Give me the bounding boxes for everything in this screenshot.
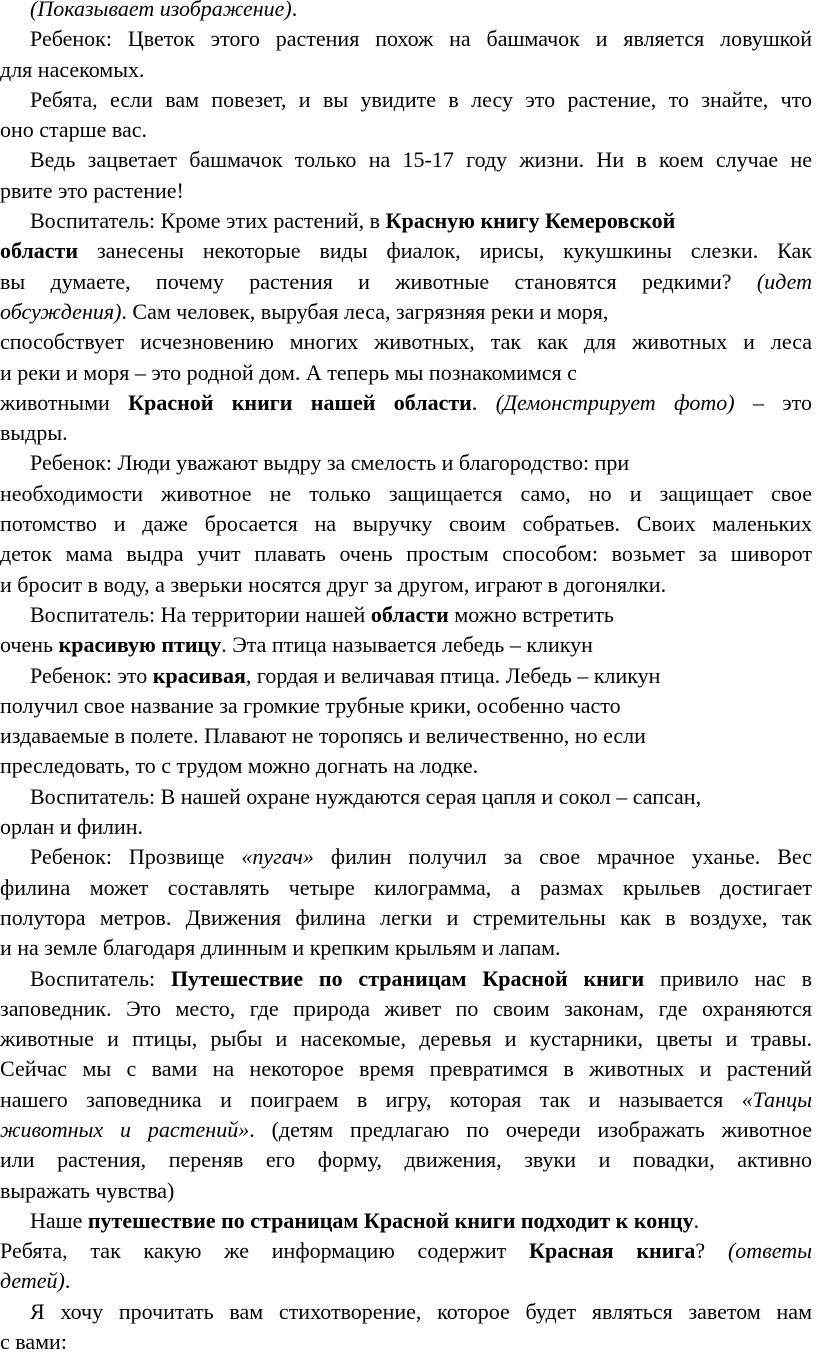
text-line: [0, 479, 812, 509]
text-line: [0, 115, 812, 145]
text-line: [0, 1327, 812, 1357]
text-line: [0, 812, 812, 842]
bold-text: Красную книгу Кемеровской: [385, 208, 676, 234]
italic-text: детей): [0, 1268, 65, 1294]
text-run: . Сам человек, вырубая леса, загрязняя реки и моря,: [121, 298, 609, 324]
text-run: животными: [0, 389, 129, 415]
text-run: Воспитатель: Кроме этих растений, в: [30, 208, 386, 234]
text-run: можно встретить: [448, 601, 614, 627]
text-line: [0, 1085, 812, 1115]
text-run: заповедник. Это место, где природа живет по своим законам, где охраняются: [0, 995, 812, 1021]
text-run: или растения, переняв его форму, движения, звуки и повадки, активно: [0, 1147, 812, 1173]
text-run: полутора метров. Движения филина легки и стремительны как в воздухе, так: [0, 904, 812, 930]
text-run: выдры.: [0, 420, 68, 446]
text-run: Воспитатель: В нашей охране нуждаются серая цапля и сокол – сапсан,: [30, 783, 702, 809]
text-line: [0, 1115, 812, 1145]
text-line: [0, 1145, 812, 1175]
text-line: [0, 0, 812, 24]
text-run: необходимости животное не только защищается само, но и защищает свое: [0, 480, 812, 506]
text-run: орлан и филин.: [0, 814, 144, 840]
italic-text: (Демонстрирует фото): [495, 389, 735, 415]
text-line: [0, 964, 812, 994]
text-run: .: [64, 1268, 71, 1294]
text-line: [0, 1176, 812, 1206]
text-line: [0, 297, 812, 327]
text-run: и на земле благодаря длинным и крепким крыльям и лапам.: [0, 935, 561, 961]
text-line: [0, 782, 812, 812]
text-run: .: [291, 0, 298, 21]
text-line: [0, 842, 812, 872]
bold-text: области: [370, 601, 449, 627]
text-run: Ребенок: это: [30, 662, 153, 688]
text-run: с вами:: [0, 1329, 67, 1355]
text-run: Ребята, если вам повезет, и вы увидите в лесу это растение, то знайте, что: [30, 86, 812, 112]
text-run: привило нас в: [644, 965, 812, 991]
text-run: Ведь зацветает башмачок только на 15-17 году жизни. Ни в коем случае не: [30, 147, 812, 173]
bold-text: красивую птицу: [58, 632, 222, 658]
italic-text: (Показывает изображение): [30, 0, 292, 21]
bold-text: Красной книги нашей области: [128, 389, 472, 415]
bold-text: красивая: [152, 662, 246, 688]
text-run: Ребята, так какую же информацию содержит: [0, 1238, 530, 1264]
text-line: [0, 721, 812, 751]
text-line: [0, 145, 812, 175]
text-line: [0, 903, 812, 933]
text-line: [0, 388, 812, 418]
text-run: Ребенок: Люди уважают выдру за смелость и благородство: при: [30, 450, 630, 476]
text-run: рвите это растение!: [0, 177, 184, 203]
text-run: нашего заповедника и поиграем в игру, которая так и называется: [0, 1086, 742, 1112]
text-line: [0, 933, 812, 963]
text-line: [0, 236, 812, 266]
text-run: и реки и моря – это родной дом. А теперь мы познакомимся с: [0, 359, 577, 385]
text-run: вы думаете, почему растения и животные становятся редкими?: [0, 268, 757, 294]
text-run: преследовать, то с трудом можно догнать на лодке.: [0, 753, 479, 779]
bold-text: Путешествие по страницам Красной книги: [170, 965, 645, 991]
italic-text: животных и растений»: [0, 1116, 250, 1142]
text-run: Воспитатель:: [30, 965, 171, 991]
text-run: Я хочу прочитать вам стихотворение, которое будет являться заветом нам: [30, 1298, 812, 1324]
text-line: [0, 1024, 812, 1054]
text-run: оно старше вас.: [0, 117, 148, 143]
text-run: потомство и даже бросается на выручку своим собратьев. Своих маленьких: [0, 511, 812, 537]
text-line: [0, 600, 812, 630]
text-run: Сейчас мы с вами на некоторое время превратимся в животных и растений: [0, 1056, 812, 1082]
text-line: [0, 1297, 812, 1327]
bold-text: Красная книга: [529, 1238, 696, 1264]
text-line: [0, 206, 812, 236]
text-line: [0, 448, 812, 478]
text-run: Ребенок: Прозвище: [30, 844, 242, 870]
text-run: и бросит в воду, а зверьки носятся друг за другом, играют в догонялки.: [0, 571, 667, 597]
text-run: получил свое название за громкие трубные крики, особенно часто: [0, 692, 621, 718]
text-run: ?: [695, 1238, 728, 1264]
text-run: животные и птицы, рыбы и насекомые, деревья и кустарники, цветы и травы.: [0, 1026, 812, 1052]
text-run: способствует исчезновению многих животных, так как для животных и леса: [0, 329, 812, 355]
text-line: [0, 539, 812, 569]
bold-text: области: [0, 238, 79, 264]
text-line: [0, 327, 812, 357]
text-line: [0, 85, 812, 115]
text-run: , гордая и величавая птица. Лебедь – кликун: [245, 662, 661, 688]
text-line: [0, 358, 812, 388]
text-line: [0, 1206, 812, 1236]
text-run: . Эта птица называется лебедь – кликун: [221, 632, 593, 658]
text-line: [0, 176, 812, 206]
text-run: деток мама выдра учит плавать очень простым способом: возьмет за шиворот: [0, 541, 812, 567]
text-run: – это: [734, 389, 812, 415]
text-line: [0, 1054, 812, 1084]
text-line: [0, 691, 812, 721]
text-run: занесены некоторые виды фиалок, ирисы, кукушкины слезки. Как: [78, 238, 812, 264]
text-run: очень: [0, 632, 59, 658]
text-line: [0, 418, 812, 448]
text-run: филина может составлять четыре килограмма, а размах крыльев достигает: [0, 874, 812, 900]
text-line: [0, 267, 812, 297]
text-line: [0, 630, 812, 660]
text-line: [0, 661, 812, 691]
text-line: [0, 509, 812, 539]
italic-text: (ответы: [727, 1238, 812, 1264]
italic-text: «пугач»: [241, 844, 314, 870]
italic-text: «Танцы: [741, 1086, 812, 1112]
text-run: филин получил за свое мрачное уханье. Вес: [313, 844, 812, 870]
text-line: [0, 1266, 812, 1296]
text-line: [0, 55, 812, 85]
text-run: . (детям предлагаю по очереди изображать животное: [249, 1116, 812, 1142]
text-run: Наше: [30, 1207, 88, 1233]
text-run: издаваемые в полете. Плавают не торопясь и величественно, но если: [0, 723, 646, 749]
text-line: [0, 1236, 812, 1266]
text-line: [0, 570, 812, 600]
italic-text: обсуждения): [0, 298, 122, 324]
text-run: Ребенок: Цветок этого растения похож на башмачок и является ловушкой: [30, 26, 812, 52]
text-run: .: [471, 389, 496, 415]
text-run: .: [693, 1207, 700, 1233]
text-run: выражать чувства): [0, 1177, 175, 1203]
text-line: [0, 873, 812, 903]
italic-text: (идет: [756, 268, 812, 294]
text-line: [0, 24, 812, 54]
bold-text: путешествие по страницам Красной книги подходит к концу: [87, 1207, 694, 1233]
text-run: Воспитатель: На территории нашей: [30, 601, 371, 627]
text-run: для насекомых.: [0, 56, 145, 82]
text-line: [0, 751, 812, 781]
text-line: [0, 994, 812, 1024]
